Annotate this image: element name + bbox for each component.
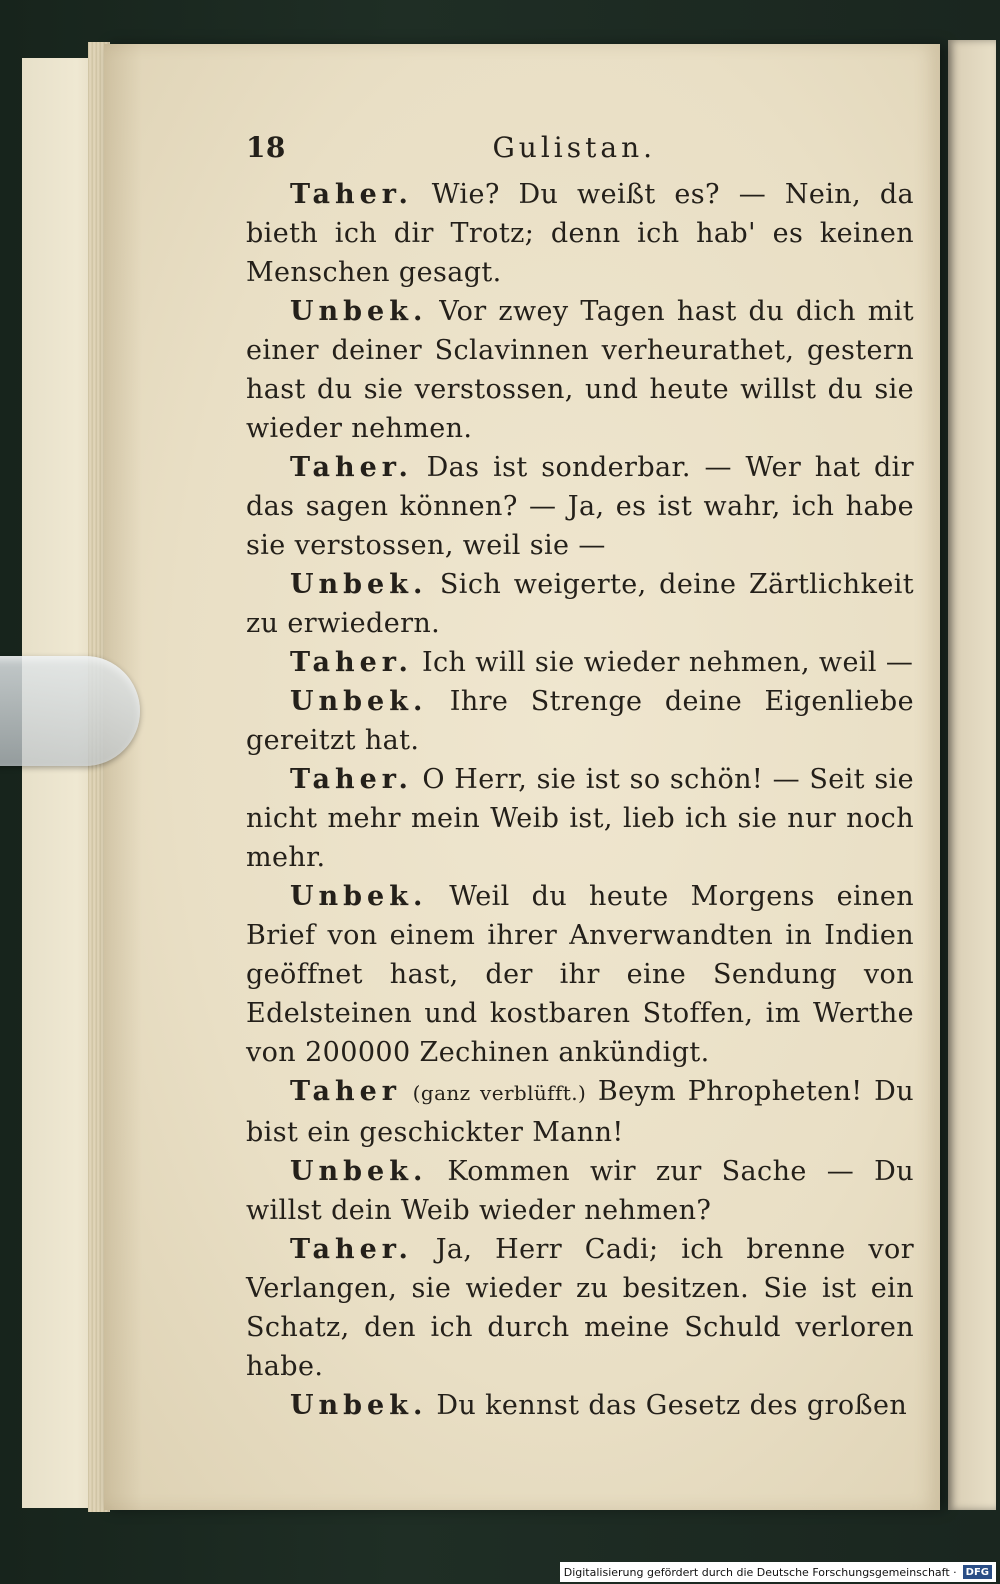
dialogue-text: Wie? Du weißt es? — Nein, da bieth ich dir Trotz; denn ich hab' es keinen Menschen gesagt. [246,179,915,288]
dialogue-text: Ich will sie wieder nehmen, weil — [421,647,914,678]
dialogue-paragraph [246,565,914,643]
dialogue-text: O Herr, sie ist so schön! — Seit sie nicht mehr mein Weib ist, lieb ich sie nur noch mehr. [246,764,914,873]
speaker-label: Unbek. [290,881,428,912]
speaker-label: Unbek. [290,569,428,600]
speaker-label: Taher. [290,1234,413,1265]
dialogue-paragraph [246,448,914,565]
facing-page-edge [948,40,996,1510]
dialogue-paragraph [246,760,914,877]
dialogue-text: Ihre Strenge deine Eigenliebe gereitzt hat. [246,686,914,756]
dialogue-paragraph [246,1152,914,1230]
speaker-label: Taher [290,1076,402,1107]
credit-text: Digitalisierung gefördert durch die Deutsche Forschungsgemeinschaft · [563,1565,957,1579]
page-number: 18 [246,131,286,164]
dfg-logo: DFG [963,1565,992,1579]
speaker-label: Taher. [290,179,413,210]
dialogue-paragraph [246,1072,914,1152]
dialogue-paragraph [246,643,914,682]
dialogue-text: Sich weigerte, deine Zärtlichkeit zu erwiedern. [246,569,914,639]
dialogue-text: Ja, Herr Cadi; ich brenne vor Verlangen, sie wieder zu besitzen. Sie ist ein Schatz, den ich durch meine Schuld verloren habe. [246,1234,915,1382]
speaker-label: Taher. [290,452,413,483]
dialogue-text: Weil du heute Morgens einen Brief von einem ihrer Anverwandten in Indien geöffnet hast, der ihr eine Sendung von Edelsteinen und kostbaren Stoffen, im Werthe von 200000 Zechinen ankündigt. [246,881,915,1068]
speaker-label: Unbek. [290,296,428,327]
speaker-label: Taher. [290,764,413,795]
page-text [246,128,914,1425]
dialogue-text: Vor zwey Tagen hast du dich mit einer deiner Sclavinnen verheurathet, gestern hast du sie verstossen, und heute willst du sie wieder nehmen. [246,296,914,444]
dialogue-paragraph [246,1386,914,1425]
digitization-credit [560,1562,996,1582]
dialogue-paragraph [246,877,914,1072]
dialogue-paragraph [246,1230,914,1386]
dialogue-text: Kommen wir zur Sache — Du willst dein Weib wieder nehmen? [246,1156,914,1226]
speaker-label: Unbek. [290,1390,428,1421]
dialogue-text: Du kennst das Gesetz des großen [436,1390,908,1421]
speaker-label: Unbek. [290,1156,428,1187]
running-head: Gulistan. [492,131,656,164]
page-header [246,128,914,167]
dialogue-text: Beym Phropheten! Du bist ein geschickter Mann! [246,1076,915,1148]
speaker-label: Unbek. [290,686,428,717]
stage-direction: (ganz verblüfft.) [412,1081,587,1105]
page-fold-shadow [104,44,142,1510]
dialogue-text: Das ist sonderbar. — Wer hat dir das sagen können? — Ja, es ist wahr, ich habe sie verstossen, weil sie — [246,452,914,561]
dialogue-paragraph [246,292,914,448]
page-clip [0,656,140,766]
speaker-label: Taher. [290,647,413,678]
dialogue-paragraph [246,175,914,292]
dialogue-paragraph [246,682,914,760]
